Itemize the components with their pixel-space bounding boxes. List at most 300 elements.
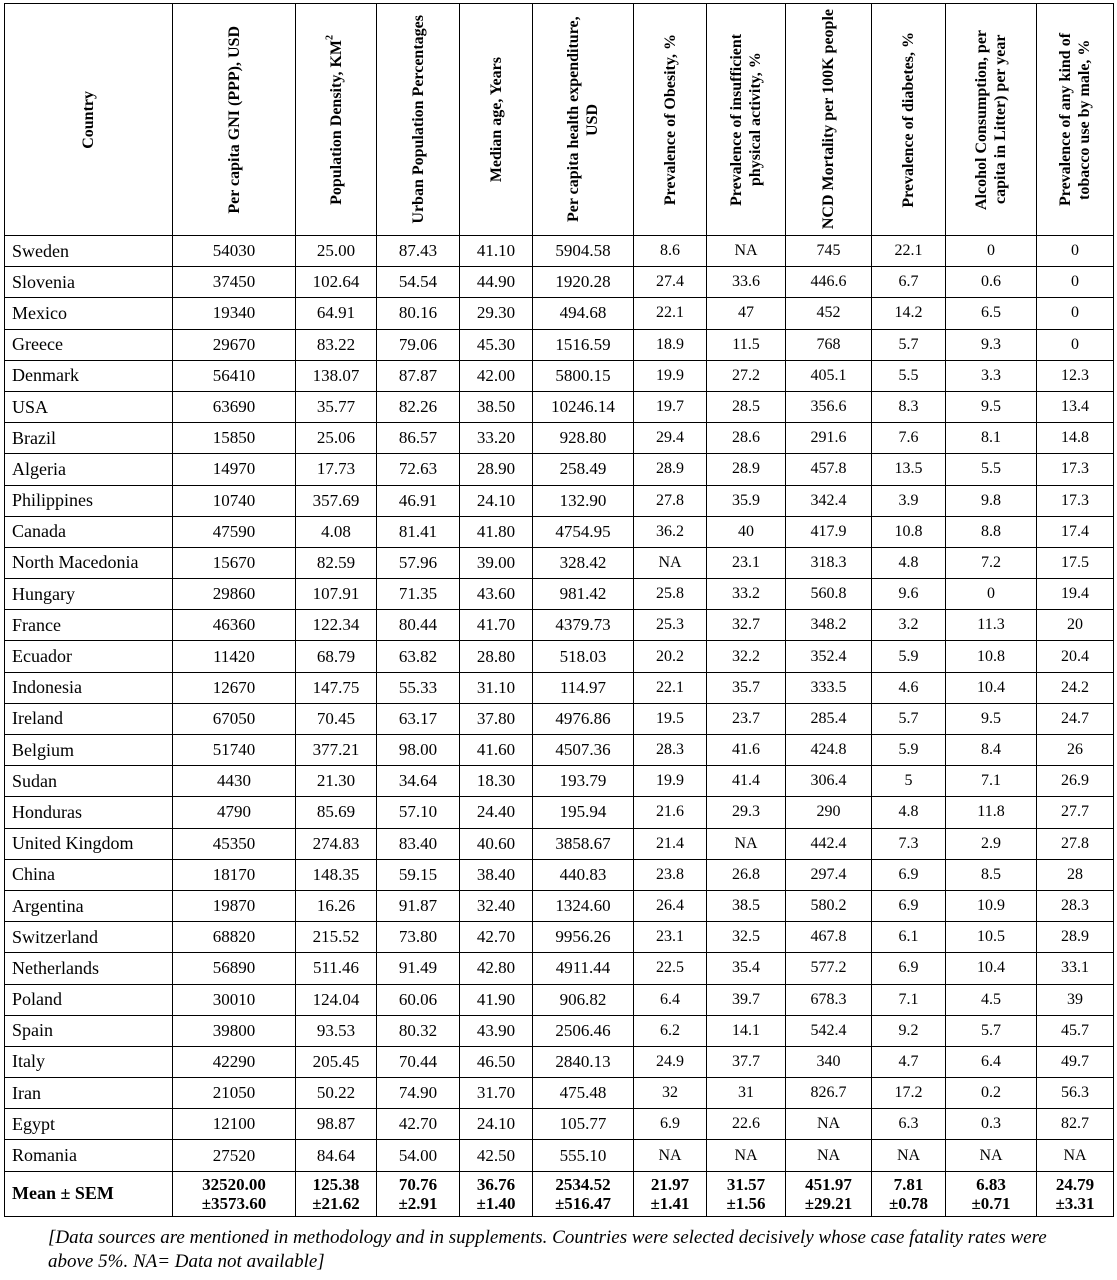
- cell-diabetes: 4.7: [872, 1046, 946, 1077]
- cell-obesity: 28.3: [634, 735, 707, 766]
- cell-obesity: 26.4: [634, 890, 707, 921]
- table-row: [5, 547, 1114, 578]
- cell-urban: 73.80: [377, 922, 460, 953]
- cell-obesity: 32: [634, 1078, 707, 1109]
- cell-health-exp: 4754.95: [533, 516, 634, 547]
- cell-health-exp: 1516.59: [533, 329, 634, 360]
- cell-median-age: 38.50: [460, 391, 533, 422]
- cell-alcohol: 4.5: [946, 984, 1037, 1015]
- cell-ncd: 745: [786, 236, 872, 267]
- cell-density: 205.45: [296, 1046, 377, 1077]
- summary-alcohol: [946, 1171, 1037, 1216]
- cell-density: 70.45: [296, 703, 377, 734]
- cell-median-age: 38.40: [460, 859, 533, 890]
- cell-gni: 19340: [173, 298, 296, 329]
- table-row: [5, 797, 1114, 828]
- summary-median-age: [460, 1171, 533, 1216]
- cell-urban: 87.87: [377, 360, 460, 391]
- table-row: [5, 1078, 1114, 1109]
- cell-tobacco: 17.3: [1037, 454, 1114, 485]
- cell-country: USA: [5, 391, 173, 422]
- header-health-exp: Per capita health expenditure, USD: [533, 4, 634, 236]
- cell-country: Poland: [5, 984, 173, 1015]
- summary-label: Mean ± SEM: [5, 1171, 173, 1216]
- cell-alcohol: 11.8: [946, 797, 1037, 828]
- cell-country: United Kingdom: [5, 828, 173, 859]
- cell-gni: 15670: [173, 547, 296, 578]
- header-inactivity: Prevalence of insufficient physical activity, %: [707, 4, 786, 236]
- cell-inactivity: NA: [707, 828, 786, 859]
- cell-country: Netherlands: [5, 953, 173, 984]
- summary-tobacco-mean: 24.79: [1055, 1174, 1095, 1194]
- summary-obesity-sem: ±1.41: [650, 1193, 690, 1213]
- cell-urban: 57.96: [377, 547, 460, 578]
- cell-inactivity: 35.7: [707, 672, 786, 703]
- header-diabetes: Prevalence of diabetes, %: [872, 4, 946, 236]
- cell-median-age: 33.20: [460, 423, 533, 454]
- cell-ncd: 356.6: [786, 391, 872, 422]
- cell-density: 4.08: [296, 516, 377, 547]
- cell-urban: 72.63: [377, 454, 460, 485]
- cell-density: 35.77: [296, 391, 377, 422]
- cell-country: Sudan: [5, 766, 173, 797]
- cell-diabetes: 10.8: [872, 516, 946, 547]
- cell-ncd: 417.9: [786, 516, 872, 547]
- cell-tobacco: 14.8: [1037, 423, 1114, 454]
- cell-median-age: 24.40: [460, 797, 533, 828]
- summary-alcohol-mean: 6.83: [976, 1174, 1006, 1194]
- cell-inactivity: 11.5: [707, 329, 786, 360]
- cell-obesity: 19.9: [634, 360, 707, 391]
- cell-health-exp: 494.68: [533, 298, 634, 329]
- cell-inactivity: 39.7: [707, 984, 786, 1015]
- cell-alcohol: 9.5: [946, 703, 1037, 734]
- cell-tobacco: 0: [1037, 329, 1114, 360]
- cell-diabetes: 6.7: [872, 267, 946, 298]
- cell-urban: 82.26: [377, 391, 460, 422]
- cell-ncd: 290: [786, 797, 872, 828]
- header-urban: Urban Population Percentages: [377, 4, 460, 236]
- cell-gni: 27520: [173, 1140, 296, 1171]
- cell-diabetes: 6.1: [872, 922, 946, 953]
- cell-country: Sweden: [5, 236, 173, 267]
- cell-health-exp: 193.79: [533, 766, 634, 797]
- cell-obesity: 27.8: [634, 485, 707, 516]
- cell-diabetes: 9.2: [872, 1015, 946, 1046]
- cell-diabetes: 6.3: [872, 1109, 946, 1140]
- cell-alcohol: 6.5: [946, 298, 1037, 329]
- table-row: [5, 516, 1114, 547]
- cell-tobacco: 17.3: [1037, 485, 1114, 516]
- cell-ncd: 333.5: [786, 672, 872, 703]
- cell-gni: 42290: [173, 1046, 296, 1077]
- cell-gni: 56890: [173, 953, 296, 984]
- cell-inactivity: 23.7: [707, 703, 786, 734]
- header-country: Country: [5, 4, 173, 236]
- cell-gni: 67050: [173, 703, 296, 734]
- cell-ncd: NA: [786, 1140, 872, 1171]
- cell-median-age: 28.80: [460, 641, 533, 672]
- cell-median-age: 42.80: [460, 953, 533, 984]
- summary-urban-mean: 70.76: [398, 1174, 438, 1194]
- cell-gni: 4430: [173, 766, 296, 797]
- cell-diabetes: 9.6: [872, 579, 946, 610]
- cell-ncd: 768: [786, 329, 872, 360]
- cell-density: 17.73: [296, 454, 377, 485]
- cell-country: Greece: [5, 329, 173, 360]
- cell-obesity: 22.1: [634, 298, 707, 329]
- cell-health-exp: 4911.44: [533, 953, 634, 984]
- cell-tobacco: 26.9: [1037, 766, 1114, 797]
- cell-density: 138.07: [296, 360, 377, 391]
- cell-country: Brazil: [5, 423, 173, 454]
- table-row: [5, 890, 1114, 921]
- summary-inactivity: [707, 1171, 786, 1216]
- cell-country: Egypt: [5, 1109, 173, 1140]
- cell-alcohol: 0: [946, 236, 1037, 267]
- cell-tobacco: 28: [1037, 859, 1114, 890]
- cell-inactivity: 28.6: [707, 423, 786, 454]
- cell-ncd: 340: [786, 1046, 872, 1077]
- cell-alcohol: 0.6: [946, 267, 1037, 298]
- cell-tobacco: 0: [1037, 298, 1114, 329]
- summary-density: [296, 1171, 377, 1216]
- cell-urban: 63.82: [377, 641, 460, 672]
- cell-country: Belgium: [5, 735, 173, 766]
- cell-alcohol: 11.3: [946, 610, 1037, 641]
- cell-urban: 81.41: [377, 516, 460, 547]
- cell-density: 215.52: [296, 922, 377, 953]
- cell-ncd: 442.4: [786, 828, 872, 859]
- cell-ncd: NA: [786, 1109, 872, 1140]
- cell-inactivity: 47: [707, 298, 786, 329]
- cell-gni: 56410: [173, 360, 296, 391]
- summary-health-exp-mean: 2534.52: [555, 1174, 611, 1194]
- cell-inactivity: 23.1: [707, 547, 786, 578]
- cell-tobacco: 0: [1037, 267, 1114, 298]
- cell-diabetes: 6.9: [872, 890, 946, 921]
- cell-median-age: 29.30: [460, 298, 533, 329]
- cell-median-age: 42.70: [460, 922, 533, 953]
- cell-alcohol: 7.1: [946, 766, 1037, 797]
- summary-diabetes-sem: ±0.78: [888, 1193, 929, 1213]
- cell-gni: 12100: [173, 1109, 296, 1140]
- cell-alcohol: 0.3: [946, 1109, 1037, 1140]
- cell-median-age: 43.60: [460, 579, 533, 610]
- cell-diabetes: 5: [872, 766, 946, 797]
- cell-health-exp: 5904.58: [533, 236, 634, 267]
- cell-gni: 15850: [173, 423, 296, 454]
- table-row: [5, 672, 1114, 703]
- cell-inactivity: 35.4: [707, 953, 786, 984]
- summary-alcohol-sem: ±0.71: [971, 1193, 1011, 1213]
- cell-ncd: 560.8: [786, 579, 872, 610]
- cell-density: 357.69: [296, 485, 377, 516]
- cell-health-exp: 1920.28: [533, 267, 634, 298]
- cell-gni: 68820: [173, 922, 296, 953]
- cell-tobacco: 24.2: [1037, 672, 1114, 703]
- cell-diabetes: 5.9: [872, 735, 946, 766]
- cell-urban: 91.49: [377, 953, 460, 984]
- summary-obesity: [634, 1171, 707, 1216]
- cell-density: 377.21: [296, 735, 377, 766]
- cell-obesity: 29.4: [634, 423, 707, 454]
- cell-density: 124.04: [296, 984, 377, 1015]
- cell-gni: 21050: [173, 1078, 296, 1109]
- cell-tobacco: 27.8: [1037, 828, 1114, 859]
- cell-density: 68.79: [296, 641, 377, 672]
- cell-diabetes: 4.8: [872, 547, 946, 578]
- cell-density: 50.22: [296, 1078, 377, 1109]
- cell-inactivity: 29.3: [707, 797, 786, 828]
- cell-obesity: 19.5: [634, 703, 707, 734]
- cell-inactivity: 14.1: [707, 1015, 786, 1046]
- cell-inactivity: 37.7: [707, 1046, 786, 1077]
- cell-diabetes: 22.1: [872, 236, 946, 267]
- cell-ncd: 405.1: [786, 360, 872, 391]
- summary-inactivity-sem: ±1.56: [726, 1193, 766, 1213]
- cell-median-age: 41.10: [460, 236, 533, 267]
- cell-health-exp: 2840.13: [533, 1046, 634, 1077]
- cell-country: Canada: [5, 516, 173, 547]
- cell-tobacco: 17.4: [1037, 516, 1114, 547]
- cell-tobacco: 49.7: [1037, 1046, 1114, 1077]
- cell-density: 511.46: [296, 953, 377, 984]
- cell-obesity: 18.9: [634, 329, 707, 360]
- cell-inactivity: 31: [707, 1078, 786, 1109]
- summary-gni: [173, 1171, 296, 1216]
- cell-density: 83.22: [296, 329, 377, 360]
- cell-inactivity: 38.5: [707, 890, 786, 921]
- cell-health-exp: 2506.46: [533, 1015, 634, 1046]
- cell-ncd: 580.2: [786, 890, 872, 921]
- cell-obesity: 36.2: [634, 516, 707, 547]
- summary-urban-sem: ±2.91: [398, 1193, 438, 1213]
- cell-country: Algeria: [5, 454, 173, 485]
- cell-urban: 54.00: [377, 1140, 460, 1171]
- cell-density: 25.06: [296, 423, 377, 454]
- cell-obesity: 6.9: [634, 1109, 707, 1140]
- cell-diabetes: 4.6: [872, 672, 946, 703]
- cell-tobacco: 33.1: [1037, 953, 1114, 984]
- cell-ncd: 452: [786, 298, 872, 329]
- table-row: [5, 1109, 1114, 1140]
- cell-obesity: 8.6: [634, 236, 707, 267]
- cell-gni: 51740: [173, 735, 296, 766]
- cell-urban: 74.90: [377, 1078, 460, 1109]
- header-gni: Per capita GNI (PPP), USD: [173, 4, 296, 236]
- cell-inactivity: 41.6: [707, 735, 786, 766]
- header-density-text: Population Density, KM: [327, 39, 345, 205]
- table-row: [5, 610, 1114, 641]
- cell-gni: 10740: [173, 485, 296, 516]
- cell-tobacco: 28.9: [1037, 922, 1114, 953]
- table-row: [5, 766, 1114, 797]
- cell-ncd: 291.6: [786, 423, 872, 454]
- table-row: [5, 984, 1114, 1015]
- cell-country: Spain: [5, 1015, 173, 1046]
- table-row: [5, 391, 1114, 422]
- cell-health-exp: 5800.15: [533, 360, 634, 391]
- cell-obesity: 21.6: [634, 797, 707, 828]
- cell-ncd: 577.2: [786, 953, 872, 984]
- cell-obesity: 21.4: [634, 828, 707, 859]
- cell-diabetes: 7.6: [872, 423, 946, 454]
- cell-diabetes: 17.2: [872, 1078, 946, 1109]
- summary-tobacco-sem: ±3.31: [1055, 1193, 1095, 1213]
- cell-obesity: 19.7: [634, 391, 707, 422]
- table-row: [5, 922, 1114, 953]
- cell-health-exp: 3858.67: [533, 828, 634, 859]
- cell-gni: 37450: [173, 267, 296, 298]
- cell-alcohol: 5.7: [946, 1015, 1037, 1046]
- cell-health-exp: 475.48: [533, 1078, 634, 1109]
- header-median-age: Median age, Years: [460, 4, 533, 236]
- cell-alcohol: 8.8: [946, 516, 1037, 547]
- cell-country: Romania: [5, 1140, 173, 1171]
- cell-alcohol: NA: [946, 1140, 1037, 1171]
- cell-diabetes: 5.9: [872, 641, 946, 672]
- cell-diabetes: 13.5: [872, 454, 946, 485]
- table-row: [5, 423, 1114, 454]
- header-tobacco: Prevalence of any kind of tobacco use by male, %: [1037, 4, 1114, 236]
- cell-ncd: 297.4: [786, 859, 872, 890]
- cell-health-exp: 981.42: [533, 579, 634, 610]
- table-row: [5, 360, 1114, 391]
- cell-health-exp: 440.83: [533, 859, 634, 890]
- cell-tobacco: 39: [1037, 984, 1114, 1015]
- table-row: [5, 703, 1114, 734]
- cell-median-age: 28.90: [460, 454, 533, 485]
- cell-diabetes: NA: [872, 1140, 946, 1171]
- cell-inactivity: 27.2: [707, 360, 786, 391]
- cell-tobacco: 13.4: [1037, 391, 1114, 422]
- cell-ncd: 467.8: [786, 922, 872, 953]
- cell-ncd: 306.4: [786, 766, 872, 797]
- cell-alcohol: 8.1: [946, 423, 1037, 454]
- cell-obesity: NA: [634, 1140, 707, 1171]
- cell-country: Switzerland: [5, 922, 173, 953]
- cell-gni: 29860: [173, 579, 296, 610]
- cell-country: Ecuador: [5, 641, 173, 672]
- cell-health-exp: 906.82: [533, 984, 634, 1015]
- table-row: [5, 298, 1114, 329]
- cell-tobacco: 82.7: [1037, 1109, 1114, 1140]
- cell-obesity: 28.9: [634, 454, 707, 485]
- cell-diabetes: 6.9: [872, 859, 946, 890]
- cell-country: Hungary: [5, 579, 173, 610]
- cell-inactivity: 41.4: [707, 766, 786, 797]
- cell-obesity: 22.1: [634, 672, 707, 703]
- cell-tobacco: 17.5: [1037, 547, 1114, 578]
- cell-country: North Macedonia: [5, 547, 173, 578]
- summary-median-age-sem: ±1.40: [476, 1193, 516, 1213]
- summary-row: [5, 1171, 1114, 1216]
- cell-tobacco: 45.7: [1037, 1015, 1114, 1046]
- cell-health-exp: 328.42: [533, 547, 634, 578]
- cell-tobacco: 0: [1037, 236, 1114, 267]
- header-alcohol: Alcohol Consumption, per capita in Litter) per year: [946, 4, 1037, 236]
- cell-alcohol: 10.9: [946, 890, 1037, 921]
- cell-density: 21.30: [296, 766, 377, 797]
- cell-obesity: 20.2: [634, 641, 707, 672]
- cell-tobacco: 19.4: [1037, 579, 1114, 610]
- cell-density: 122.34: [296, 610, 377, 641]
- cell-median-age: 41.90: [460, 984, 533, 1015]
- cell-ncd: 285.4: [786, 703, 872, 734]
- cell-median-age: 37.80: [460, 703, 533, 734]
- cell-gni: 54030: [173, 236, 296, 267]
- cell-diabetes: 8.3: [872, 391, 946, 422]
- summary-density-mean: 125.38: [312, 1174, 360, 1194]
- cell-density: 98.87: [296, 1109, 377, 1140]
- cell-density: 16.26: [296, 890, 377, 921]
- cell-ncd: 457.8: [786, 454, 872, 485]
- cell-health-exp: 258.49: [533, 454, 634, 485]
- cell-alcohol: 2.9: [946, 828, 1037, 859]
- cell-ncd: 446.6: [786, 267, 872, 298]
- cell-density: 64.91: [296, 298, 377, 329]
- table-row: [5, 329, 1114, 360]
- cell-health-exp: 4507.36: [533, 735, 634, 766]
- cell-country: Philippines: [5, 485, 173, 516]
- cell-country: Mexico: [5, 298, 173, 329]
- cell-urban: 87.43: [377, 236, 460, 267]
- cell-inactivity: 22.6: [707, 1109, 786, 1140]
- cell-gni: 18170: [173, 859, 296, 890]
- cell-urban: 46.91: [377, 485, 460, 516]
- summary-tobacco: [1037, 1171, 1114, 1216]
- summary-diabetes: [872, 1171, 946, 1216]
- cell-health-exp: 555.10: [533, 1140, 634, 1171]
- table-row: [5, 236, 1114, 267]
- cell-health-exp: 132.90: [533, 485, 634, 516]
- cell-median-age: 45.30: [460, 329, 533, 360]
- cell-alcohol: 7.2: [946, 547, 1037, 578]
- cell-inactivity: 40: [707, 516, 786, 547]
- cell-inactivity: NA: [707, 236, 786, 267]
- summary-ncd-sem: ±29.21: [804, 1193, 853, 1213]
- cell-alcohol: 3.3: [946, 360, 1037, 391]
- table-row: [5, 485, 1114, 516]
- cell-median-age: 39.00: [460, 547, 533, 578]
- cell-diabetes: 4.8: [872, 797, 946, 828]
- table-row: [5, 641, 1114, 672]
- table-row: [5, 735, 1114, 766]
- table-row: [5, 1140, 1114, 1171]
- cell-obesity: 6.4: [634, 984, 707, 1015]
- cell-inactivity: 32.7: [707, 610, 786, 641]
- cell-density: 274.83: [296, 828, 377, 859]
- cell-gni: 4790: [173, 797, 296, 828]
- cell-density: 102.64: [296, 267, 377, 298]
- cell-median-age: 18.30: [460, 766, 533, 797]
- cell-alcohol: 9.3: [946, 329, 1037, 360]
- cell-density: 147.75: [296, 672, 377, 703]
- cell-inactivity: 28.5: [707, 391, 786, 422]
- cell-ncd: 348.2: [786, 610, 872, 641]
- cell-tobacco: 12.3: [1037, 360, 1114, 391]
- cell-urban: 59.15: [377, 859, 460, 890]
- cell-obesity: 19.9: [634, 766, 707, 797]
- cell-urban: 80.44: [377, 610, 460, 641]
- cell-inactivity: 32.2: [707, 641, 786, 672]
- cell-urban: 55.33: [377, 672, 460, 703]
- cell-density: 25.00: [296, 236, 377, 267]
- cell-gni: 63690: [173, 391, 296, 422]
- table-row: [5, 454, 1114, 485]
- cell-ncd: 678.3: [786, 984, 872, 1015]
